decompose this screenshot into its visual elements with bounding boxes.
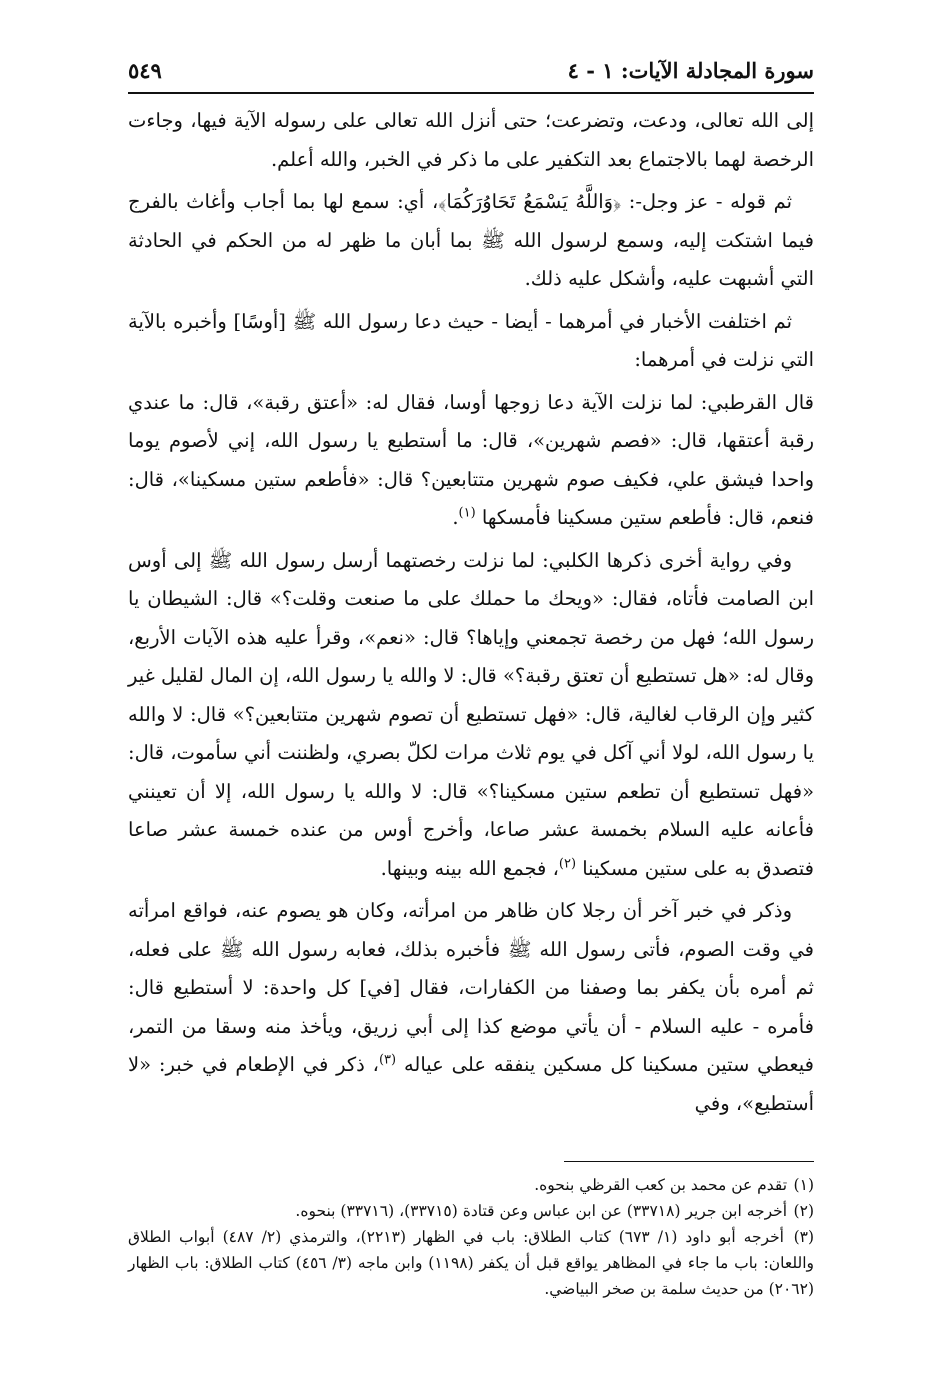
footnotes-separator <box>564 1161 814 1162</box>
footnote-ref-3: (٣) <box>378 1052 397 1068</box>
footnote <box>128 1224 814 1302</box>
footnote-text: أخرجه ابن جرير (٣٣٧١٨) عن ابن عباس وعن قتادة (٣٣٧١٥)، (٣٣٧١٦) بنحوه. <box>295 1202 788 1220</box>
footnote-ref-1: (١) <box>458 505 476 521</box>
footnote-number: (٣) <box>793 1228 815 1246</box>
footnote-number: (٢) <box>793 1202 814 1220</box>
header-rule <box>128 92 814 94</box>
footnote-text: أخرجه أبو داود (١/ ٦٧٣) كتاب الطلاق: باب في الظهار (٢٢١٣)، والترمذي (٢/ ٤٨٧) أبواب الطلاق واللعان: باب ما جاء في المظاهر يواقع قبل أن يكفر (١١٩٨) وابن ماجه (٣/ ٤٥٦) كتاب الطلاق: باب الظهار (٢٠٦٢) من حديث سلمة بن صخر البياضي. <box>128 1228 814 1298</box>
paragraph: ثم اختلفت الأخبار في أمرهما - أيضا - حيث دعا رسول الله ﷺ [أوسًا] وأخبره بالآية التي نزلت في أمرهما: <box>128 309 814 371</box>
paragraph: قال القرطبي: لما نزلت الآية دعا زوجها أوسا، فقال له: «أعتق رقبة»، قال: ما عندي رقبة أعتقها، قال: «فصم شهرين»، قال: ما أستطيع يا رسول الله، إني لأصوم يوما واحدا فيشق علي، فكيف صوم شهرين متتابعين؟ قال: «فأطعم ستين مسكينا»، قال: فنعم، قال: فأطعم ستين مسكينا فأمسكها $^{(١)}$. <box>128 390 814 529</box>
footnote-ref-2: (٢) <box>558 856 577 871</box>
paragraph: إلى الله تعالى، ودعت، وتضرعت؛ حتى أنزل الله تعالى على رسوله الآية فيها، وجاءت الرخصة لهما بالاجتماع بعد التكفير على ما ذكر في الخبر، والله أعلم. <box>128 109 814 171</box>
main-text <box>128 102 814 1123</box>
footnote-number: (١) <box>793 1176 814 1194</box>
book-page <box>128 58 814 1368</box>
paragraph: وفي رواية أخرى ذكرها الكلبي: لما نزلت رخصتهما أرسل رسول الله ﷺ إلى أوس ابن الصامت فأتاه، فقال: «ويحك ما حملك على ما صنعت وقلت؟» قال: الشيطان يا رسول الله؛ فهل من رخصة تجمعني وإياها؟ قال: «نعم»، وقرأ عليه هذه الآيات الأربع، وقال له: «هل تستطيع أن تعتق رقبة؟» قال: لا والله يا رسول الله، إن المال لقليل غير كثير وإن الرقاب لغالية، قال: «فهل تستطيع أن تصوم شهرين متتابعين؟» قال: لا والله يا رسول الله، لولا أني آكل في يوم ثلاث مرات لكلّ بصري، ولظننت أني سأموت، قال: «فهل تستطيع أن تطعم ستين مسكينا؟» قال: لا والله يا رسول الله، إلا أن تعينني فأعانه عليه السلام بخمسة عشر صاعا، وأخرج أوس من عنده خمسة عشر صاعا فتصدق به على ستين مسكينا $^{(٢)}$، فجمع الله بينه وبينها. <box>128 548 814 880</box>
paragraph: ثم قوله - عز وجل-: ﴿وَاللَّهُ يَسْمَعُ تَحَاوُرَكُمَا﴾، أي: سمع لها بما أجاب وأغاث بالفرج فيما اشتكت إليه، وسمع لرسول الله ﷺ بما أبان ما ظهر له من الحكم في الحادثة التي أشبهت عليه، وأشكل عليه ذلك. <box>128 190 814 290</box>
chapter-title: سورة المجادلة الآيات: ١ - ٤ <box>567 58 814 83</box>
footnote <box>128 1198 814 1224</box>
footnote <box>128 1172 814 1198</box>
footnote-text: تقدم عن محمد بن كعب القرظي بنحوه. <box>534 1176 788 1194</box>
paragraph: وذكر في خبر آخر أن رجلا كان ظاهر من امرأته، وكان هو يصوم عنه، فواقع امرأته في وقت الصوم، فأتى رسول الله ﷺ فأخبره بذلك، فعابه رسول الله ﷺ على فعله، ثم أمره بأن يكفر بما وصفنا من الكفارات، فقال [في] كل واحدة: لا أستطيع قال: فأمره - عليه السلام - أن يأتي موضع كذا إلى أبي زريق، ويأخذ منه وسقا من التمر، فيعطي ستين مسكينا كل مسكين ينفقه على عياله $^{(٣)}$، ذكر في الإطعام في خبر: «لا أستطيع»، وفي <box>128 899 814 1115</box>
footnotes <box>128 1172 814 1302</box>
running-header <box>128 58 814 92</box>
page-number: ٥٤٩ <box>128 58 162 83</box>
